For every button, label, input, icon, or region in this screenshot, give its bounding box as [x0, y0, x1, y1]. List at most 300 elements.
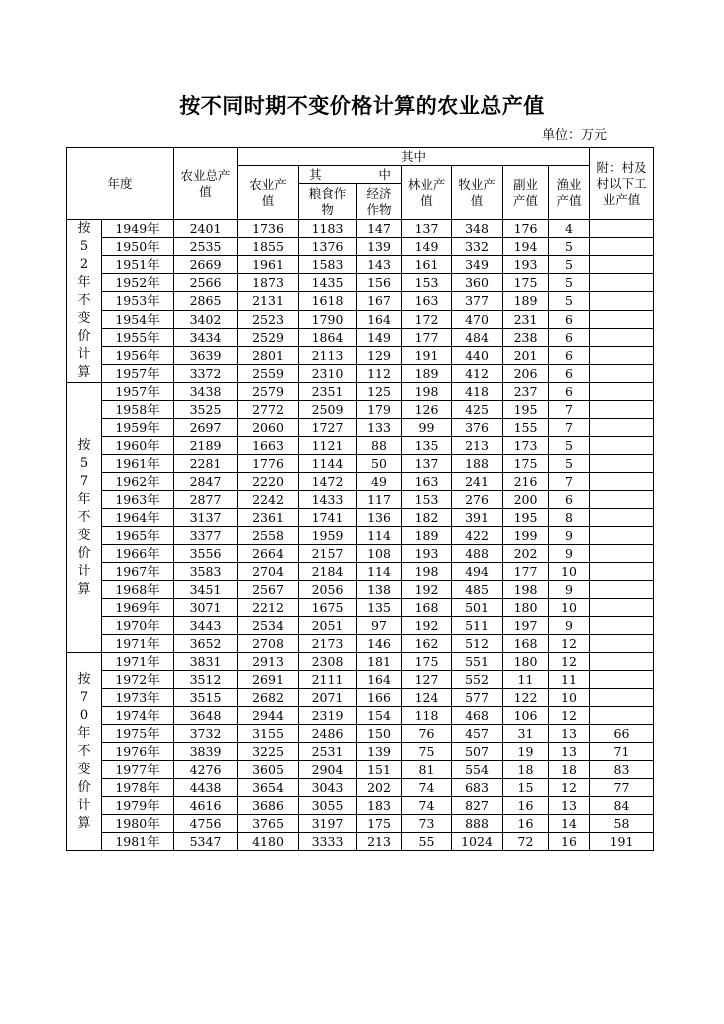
cell-village: 77 [590, 779, 654, 797]
header-sideline: 副业产值 [503, 166, 549, 220]
cell-fishery: 6 [549, 364, 590, 382]
header-village-industry: 附：村及村以下工业产值 [590, 148, 654, 220]
cell-year: 1972年 [102, 671, 174, 689]
cell-village: 84 [590, 797, 654, 815]
cell-cash: 135 [357, 599, 402, 617]
cell-agri: 1663 [238, 437, 299, 455]
cell-forestry: 153 [402, 491, 452, 509]
cell-total: 3443 [174, 617, 238, 635]
cell-sideline: 238 [503, 328, 549, 346]
cell-grain: 3043 [299, 779, 357, 797]
cell-year: 1961年 [102, 455, 174, 473]
cell-total: 3525 [174, 401, 238, 419]
cell-village [590, 292, 654, 310]
cell-cash: 181 [357, 653, 402, 671]
cell-sideline: 231 [503, 310, 549, 328]
table-row [67, 689, 654, 707]
cell-sideline: 31 [503, 725, 549, 743]
cell-fishery: 7 [549, 419, 590, 437]
table-row [67, 581, 654, 599]
cell-total: 2281 [174, 455, 238, 473]
page-title: 按不同时期不变价格计算的农业总产值 [179, 94, 545, 118]
cell-year: 1950年 [102, 238, 174, 256]
cell-year: 1978年 [102, 779, 174, 797]
cell-forestry: 163 [402, 292, 452, 310]
cell-grain: 1121 [299, 437, 357, 455]
cell-village: 66 [590, 725, 654, 743]
cell-forestry: 191 [402, 346, 452, 364]
table-row [67, 761, 654, 779]
cell-year: 1953年 [102, 292, 174, 310]
cell-agri: 2242 [238, 491, 299, 509]
cell-grain: 1435 [299, 274, 357, 292]
cell-livestock: 457 [452, 725, 503, 743]
cell-livestock: 418 [452, 383, 503, 401]
cell-livestock: 512 [452, 635, 503, 653]
cell-cash: 156 [357, 274, 402, 292]
cell-total: 3377 [174, 527, 238, 545]
cell-grain: 1376 [299, 238, 357, 256]
cell-fishery: 12 [549, 635, 590, 653]
cell-cash: 125 [357, 383, 402, 401]
cell-cash: 146 [357, 635, 402, 653]
cell-agri: 2682 [238, 689, 299, 707]
cell-fishery: 6 [549, 346, 590, 364]
cell-fishery: 8 [549, 509, 590, 527]
cell-fishery: 12 [549, 707, 590, 725]
cell-livestock: 360 [452, 274, 503, 292]
cell-fishery: 6 [549, 310, 590, 328]
cell-sideline: 189 [503, 292, 549, 310]
cell-total: 3402 [174, 310, 238, 328]
cell-fishery: 12 [549, 653, 590, 671]
cell-fishery: 14 [549, 815, 590, 833]
table-row [67, 419, 654, 437]
cell-year: 1979年 [102, 797, 174, 815]
cell-village [590, 653, 654, 671]
cell-fishery: 5 [549, 437, 590, 455]
cell-village [590, 689, 654, 707]
cell-total: 3839 [174, 743, 238, 761]
cell-agri: 2664 [238, 545, 299, 563]
cell-livestock: 468 [452, 707, 503, 725]
cell-agri: 3225 [238, 743, 299, 761]
table-row [67, 833, 654, 851]
header-grain: 粮食作物 [299, 184, 357, 220]
cell-sideline: 72 [503, 833, 549, 851]
cell-forestry: 189 [402, 527, 452, 545]
cell-year: 1973年 [102, 689, 174, 707]
cell-year: 1976年 [102, 743, 174, 761]
cell-forestry: 99 [402, 419, 452, 437]
cell-total: 4756 [174, 815, 238, 833]
unit-label: 单位：万元 [542, 128, 608, 143]
cell-grain: 1727 [299, 419, 357, 437]
cell-cash: 139 [357, 238, 402, 256]
cell-grain: 2157 [299, 545, 357, 563]
cell-grain: 2056 [299, 581, 357, 599]
cell-village [590, 671, 654, 689]
cell-sideline: 198 [503, 581, 549, 599]
table-row [67, 545, 654, 563]
cell-sideline: 206 [503, 364, 549, 382]
cell-agri: 3765 [238, 815, 299, 833]
cell-cash: 149 [357, 328, 402, 346]
cell-year: 1960年 [102, 437, 174, 455]
cell-sideline: 176 [503, 220, 549, 238]
cell-cash: 133 [357, 419, 402, 437]
cell-village [590, 563, 654, 581]
cell-agri: 4180 [238, 833, 299, 851]
header-of-which: 其中 [238, 148, 590, 166]
cell-year: 1952年 [102, 274, 174, 292]
cell-total: 3512 [174, 671, 238, 689]
cell-total: 2566 [174, 274, 238, 292]
cell-grain: 2173 [299, 635, 357, 653]
cell-cash: 112 [357, 364, 402, 382]
cell-fishery: 13 [549, 725, 590, 743]
cell-year: 1951年 [102, 256, 174, 274]
cell-total: 2877 [174, 491, 238, 509]
cell-cash: 129 [357, 346, 402, 364]
table-row [67, 509, 654, 527]
table-row [67, 743, 654, 761]
cell-sideline: 197 [503, 617, 549, 635]
cell-forestry: 74 [402, 797, 452, 815]
agri-output-table [66, 147, 654, 851]
cell-forestry: 168 [402, 599, 452, 617]
cell-livestock: 827 [452, 797, 503, 815]
cell-fishery: 16 [549, 833, 590, 851]
cell-total: 4616 [174, 797, 238, 815]
cell-agri: 3605 [238, 761, 299, 779]
table-row [67, 220, 654, 238]
cell-sideline: 173 [503, 437, 549, 455]
cell-forestry: 55 [402, 833, 452, 851]
cell-cash: 151 [357, 761, 402, 779]
cell-year: 1967年 [102, 563, 174, 581]
cell-village: 191 [590, 833, 654, 851]
cell-forestry: 76 [402, 725, 452, 743]
header-forestry: 林业产值 [402, 166, 452, 220]
cell-livestock: 554 [452, 761, 503, 779]
group-label: 按70年不变价计算 [67, 653, 102, 851]
cell-grain: 2113 [299, 346, 357, 364]
cell-agri: 3654 [238, 779, 299, 797]
cell-forestry: 81 [402, 761, 452, 779]
cell-grain: 1433 [299, 491, 357, 509]
cell-village: 83 [590, 761, 654, 779]
cell-cash: 143 [357, 256, 402, 274]
cell-livestock: 348 [452, 220, 503, 238]
cell-total: 3652 [174, 635, 238, 653]
cell-agri: 2913 [238, 653, 299, 671]
table-row [67, 635, 654, 653]
cell-agri: 1776 [238, 455, 299, 473]
table-row [67, 815, 654, 833]
cell-sideline: 237 [503, 383, 549, 401]
cell-grain: 1864 [299, 328, 357, 346]
header-cash: 经济作物 [357, 184, 402, 220]
cell-sideline: 216 [503, 473, 549, 491]
cell-village [590, 238, 654, 256]
cell-fishery: 10 [549, 689, 590, 707]
table-row [67, 256, 654, 274]
cell-cash: 164 [357, 671, 402, 689]
group-label: 按52年不变价计算 [67, 220, 102, 383]
cell-forestry: 175 [402, 653, 452, 671]
cell-total: 3831 [174, 653, 238, 671]
cell-grain: 1144 [299, 455, 357, 473]
cell-grain: 2071 [299, 689, 357, 707]
cell-agri: 2131 [238, 292, 299, 310]
cell-fishery: 9 [549, 527, 590, 545]
cell-village [590, 401, 654, 419]
cell-agri: 3155 [238, 725, 299, 743]
cell-village [590, 220, 654, 238]
cell-livestock: 485 [452, 581, 503, 599]
cell-fishery: 5 [549, 274, 590, 292]
cell-grain: 2904 [299, 761, 357, 779]
table-row [67, 383, 654, 401]
cell-forestry: 198 [402, 383, 452, 401]
cell-cash: 108 [357, 545, 402, 563]
cell-cash: 166 [357, 689, 402, 707]
cell-livestock: 494 [452, 563, 503, 581]
cell-year: 1963年 [102, 491, 174, 509]
cell-livestock: 511 [452, 617, 503, 635]
cell-grain: 2111 [299, 671, 357, 689]
cell-cash: 136 [357, 509, 402, 527]
cell-fishery: 5 [549, 455, 590, 473]
cell-sideline: 168 [503, 635, 549, 653]
header-sub-left: 其 [309, 166, 322, 182]
cell-sideline: 175 [503, 455, 549, 473]
table-row [67, 599, 654, 617]
cell-sideline: 155 [503, 419, 549, 437]
cell-cash: 202 [357, 779, 402, 797]
cell-agri: 2944 [238, 707, 299, 725]
cell-village: 58 [590, 815, 654, 833]
cell-agri: 1855 [238, 238, 299, 256]
table-row [67, 671, 654, 689]
cell-agri: 2579 [238, 383, 299, 401]
cell-livestock: 888 [452, 815, 503, 833]
cell-year: 1971年 [102, 653, 174, 671]
cell-forestry: 118 [402, 707, 452, 725]
cell-year: 1966年 [102, 545, 174, 563]
cell-total: 2669 [174, 256, 238, 274]
cell-fishery: 12 [549, 779, 590, 797]
cell-fishery: 18 [549, 761, 590, 779]
cell-total: 3137 [174, 509, 238, 527]
cell-sideline: 194 [503, 238, 549, 256]
cell-fishery: 9 [549, 617, 590, 635]
cell-agri: 2704 [238, 563, 299, 581]
cell-agri: 2534 [238, 617, 299, 635]
table-row [67, 617, 654, 635]
cell-fishery: 11 [549, 671, 590, 689]
cell-year: 1977年 [102, 761, 174, 779]
cell-village [590, 328, 654, 346]
cell-forestry: 161 [402, 256, 452, 274]
table-header [67, 148, 654, 220]
cell-cash: 183 [357, 797, 402, 815]
cell-forestry: 172 [402, 310, 452, 328]
cell-total: 2535 [174, 238, 238, 256]
cell-cash: 167 [357, 292, 402, 310]
cell-village [590, 599, 654, 617]
cell-livestock: 241 [452, 473, 503, 491]
cell-fishery: 13 [549, 743, 590, 761]
cell-forestry: 74 [402, 779, 452, 797]
cell-livestock: 332 [452, 238, 503, 256]
cell-fishery: 9 [549, 545, 590, 563]
cell-sideline: 175 [503, 274, 549, 292]
cell-grain: 3055 [299, 797, 357, 815]
header-agri: 农业产值 [238, 166, 299, 220]
cell-forestry: 137 [402, 220, 452, 238]
cell-livestock: 484 [452, 328, 503, 346]
cell-total: 3434 [174, 328, 238, 346]
cell-agri: 2212 [238, 599, 299, 617]
cell-year: 1956年 [102, 346, 174, 364]
cell-fishery: 5 [549, 292, 590, 310]
table-row [67, 364, 654, 382]
cell-cash: 164 [357, 310, 402, 328]
cell-village [590, 545, 654, 563]
cell-total: 3639 [174, 346, 238, 364]
cell-grain: 1472 [299, 473, 357, 491]
cell-sideline: 15 [503, 779, 549, 797]
cell-sideline: 180 [503, 653, 549, 671]
cell-forestry: 193 [402, 545, 452, 563]
cell-year: 1965年 [102, 527, 174, 545]
cell-year: 1974年 [102, 707, 174, 725]
cell-livestock: 276 [452, 491, 503, 509]
cell-cash: 175 [357, 815, 402, 833]
cell-sideline: 180 [503, 599, 549, 617]
table-row [67, 707, 654, 725]
cell-forestry: 177 [402, 328, 452, 346]
cell-cash: 139 [357, 743, 402, 761]
cell-village [590, 635, 654, 653]
cell-village [590, 346, 654, 364]
cell-grain: 2509 [299, 401, 357, 419]
cell-sideline: 201 [503, 346, 549, 364]
cell-total: 2189 [174, 437, 238, 455]
table-row [67, 401, 654, 419]
cell-grain: 1183 [299, 220, 357, 238]
header-livestock: 牧业产值 [452, 166, 503, 220]
cell-agri: 2523 [238, 310, 299, 328]
cell-fishery: 7 [549, 473, 590, 491]
cell-livestock: 213 [452, 437, 503, 455]
cell-forestry: 163 [402, 473, 452, 491]
cell-total: 3451 [174, 581, 238, 599]
cell-total: 3071 [174, 599, 238, 617]
cell-agri: 2361 [238, 509, 299, 527]
cell-forestry: 182 [402, 509, 452, 527]
table-row [67, 346, 654, 364]
cell-livestock: 425 [452, 401, 503, 419]
cell-total: 3438 [174, 383, 238, 401]
table-row [67, 310, 654, 328]
cell-cash: 154 [357, 707, 402, 725]
cell-total: 2847 [174, 473, 238, 491]
cell-agri: 2691 [238, 671, 299, 689]
cell-total: 3515 [174, 689, 238, 707]
cell-total: 4438 [174, 779, 238, 797]
cell-fishery: 6 [549, 383, 590, 401]
cell-sideline: 195 [503, 509, 549, 527]
cell-cash: 147 [357, 220, 402, 238]
cell-grain: 3333 [299, 833, 357, 851]
cell-year: 1957年 [102, 364, 174, 382]
cell-village [590, 419, 654, 437]
cell-fishery: 10 [549, 563, 590, 581]
cell-livestock: 1024 [452, 833, 503, 851]
cell-forestry: 149 [402, 238, 452, 256]
cell-cash: 138 [357, 581, 402, 599]
cell-grain: 1741 [299, 509, 357, 527]
cell-total: 3648 [174, 707, 238, 725]
cell-forestry: 189 [402, 364, 452, 382]
table-row [67, 653, 654, 671]
cell-village [590, 617, 654, 635]
cell-cash: 117 [357, 491, 402, 509]
cell-forestry: 73 [402, 815, 452, 833]
cell-cash: 49 [357, 473, 402, 491]
cell-village [590, 383, 654, 401]
table-row [67, 473, 654, 491]
cell-sideline: 193 [503, 256, 549, 274]
cell-grain: 1618 [299, 292, 357, 310]
cell-agri: 2708 [238, 635, 299, 653]
cell-sideline: 16 [503, 797, 549, 815]
cell-sideline: 19 [503, 743, 549, 761]
table-row [67, 779, 654, 797]
cell-agri: 2567 [238, 581, 299, 599]
cell-fishery: 6 [549, 491, 590, 509]
cell-grain: 2308 [299, 653, 357, 671]
cell-cash: 88 [357, 437, 402, 455]
cell-forestry: 192 [402, 617, 452, 635]
cell-year: 1955年 [102, 328, 174, 346]
cell-fishery: 10 [549, 599, 590, 617]
table-row [67, 274, 654, 292]
cell-year: 1969年 [102, 599, 174, 617]
cell-village [590, 364, 654, 382]
cell-agri: 2558 [238, 527, 299, 545]
cell-agri: 2529 [238, 328, 299, 346]
cell-grain: 2486 [299, 725, 357, 743]
cell-year: 1954年 [102, 310, 174, 328]
cell-total: 2697 [174, 419, 238, 437]
table-row [67, 797, 654, 815]
cell-forestry: 198 [402, 563, 452, 581]
header-year: 年度 [67, 148, 174, 220]
cell-agri: 1873 [238, 274, 299, 292]
cell-forestry: 127 [402, 671, 452, 689]
cell-village [590, 527, 654, 545]
cell-cash: 213 [357, 833, 402, 851]
cell-forestry: 162 [402, 635, 452, 653]
cell-sideline: 18 [503, 761, 549, 779]
cell-village [590, 509, 654, 527]
cell-year: 1958年 [102, 401, 174, 419]
cell-year: 1962年 [102, 473, 174, 491]
